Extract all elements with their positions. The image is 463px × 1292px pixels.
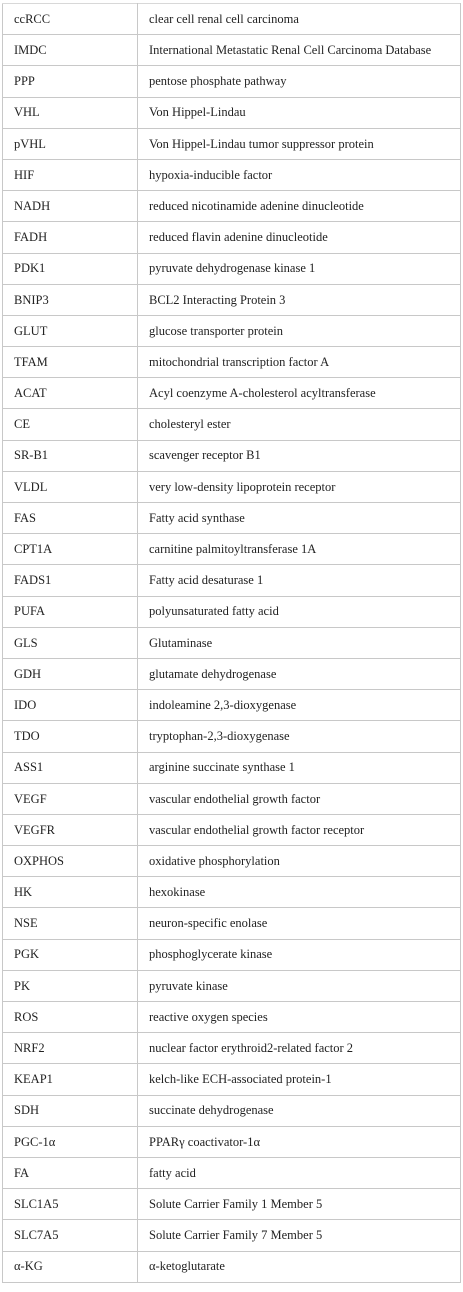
abbreviation-cell: HIF bbox=[3, 159, 138, 190]
abbreviation-cell: HK bbox=[3, 877, 138, 908]
abbreviation-cell: TDO bbox=[3, 721, 138, 752]
definition-cell: Von Hippel-Lindau bbox=[138, 97, 461, 128]
table-row bbox=[3, 378, 461, 409]
abbreviation-cell: VEGF bbox=[3, 783, 138, 814]
abbreviation-cell: IDO bbox=[3, 690, 138, 721]
table-row bbox=[3, 471, 461, 502]
table-row bbox=[3, 440, 461, 471]
definition-cell: indoleamine 2,3-dioxygenase bbox=[138, 690, 461, 721]
definition-cell: International Metastatic Renal Cell Carcinoma Database bbox=[138, 35, 461, 66]
abbreviation-cell: PGC-1α bbox=[3, 1126, 138, 1157]
definition-cell: reduced nicotinamide adenine dinucleotide bbox=[138, 191, 461, 222]
abbreviation-cell: PPP bbox=[3, 66, 138, 97]
abbreviation-table bbox=[2, 3, 461, 1283]
definition-cell: tryptophan-2,3-dioxygenase bbox=[138, 721, 461, 752]
table-row bbox=[3, 253, 461, 284]
abbreviation-cell: pVHL bbox=[3, 128, 138, 159]
abbreviation-cell: GLS bbox=[3, 627, 138, 658]
definition-cell: scavenger receptor B1 bbox=[138, 440, 461, 471]
table-row bbox=[3, 970, 461, 1001]
abbreviation-cell: NRF2 bbox=[3, 1033, 138, 1064]
definition-cell: pyruvate dehydrogenase kinase 1 bbox=[138, 253, 461, 284]
definition-cell: glucose transporter protein bbox=[138, 315, 461, 346]
abbreviation-table-body bbox=[3, 4, 461, 1283]
table-row bbox=[3, 35, 461, 66]
abbreviation-cell: FADH bbox=[3, 222, 138, 253]
abbreviation-cell: GLUT bbox=[3, 315, 138, 346]
abbreviation-cell: FA bbox=[3, 1157, 138, 1188]
table-row bbox=[3, 315, 461, 346]
definition-cell: mitochondrial transcription factor A bbox=[138, 347, 461, 378]
abbreviation-cell: ccRCC bbox=[3, 4, 138, 35]
abbreviation-cell: α-KG bbox=[3, 1251, 138, 1282]
definition-cell: succinate dehydrogenase bbox=[138, 1095, 461, 1126]
definition-cell: cholesteryl ester bbox=[138, 409, 461, 440]
table-row bbox=[3, 409, 461, 440]
definition-cell: clear cell renal cell carcinoma bbox=[138, 4, 461, 35]
abbreviation-cell: NADH bbox=[3, 191, 138, 222]
table-row bbox=[3, 1220, 461, 1251]
table-row bbox=[3, 690, 461, 721]
table-row bbox=[3, 1251, 461, 1282]
table-row bbox=[3, 4, 461, 35]
table-row bbox=[3, 284, 461, 315]
table-row bbox=[3, 752, 461, 783]
definition-cell: Solute Carrier Family 7 Member 5 bbox=[138, 1220, 461, 1251]
abbreviation-cell: ROS bbox=[3, 1002, 138, 1033]
table-row bbox=[3, 159, 461, 190]
abbreviation-cell: ASS1 bbox=[3, 752, 138, 783]
table-row bbox=[3, 66, 461, 97]
definition-cell: neuron-specific enolase bbox=[138, 908, 461, 939]
abbreviation-cell: FADS1 bbox=[3, 565, 138, 596]
table-row bbox=[3, 939, 461, 970]
abbreviation-cell: SLC1A5 bbox=[3, 1189, 138, 1220]
definition-cell: polyunsaturated fatty acid bbox=[138, 596, 461, 627]
definition-cell: Acyl coenzyme A-cholesterol acyltransferase bbox=[138, 378, 461, 409]
table-row bbox=[3, 1033, 461, 1064]
table-row bbox=[3, 814, 461, 845]
table-row bbox=[3, 846, 461, 877]
abbreviation-cell: GDH bbox=[3, 658, 138, 689]
abbreviation-cell: KEAP1 bbox=[3, 1064, 138, 1095]
abbreviation-cell: SDH bbox=[3, 1095, 138, 1126]
table-row bbox=[3, 1002, 461, 1033]
definition-cell: arginine succinate synthase 1 bbox=[138, 752, 461, 783]
table-row bbox=[3, 1126, 461, 1157]
definition-cell: nuclear factor erythroid2-related factor 2 bbox=[138, 1033, 461, 1064]
table-row bbox=[3, 627, 461, 658]
abbreviation-cell: SLC7A5 bbox=[3, 1220, 138, 1251]
abbreviation-cell: PK bbox=[3, 970, 138, 1001]
table-row bbox=[3, 877, 461, 908]
abbreviation-cell: TFAM bbox=[3, 347, 138, 378]
abbreviation-cell: NSE bbox=[3, 908, 138, 939]
definition-cell: kelch-like ECH-associated protein-1 bbox=[138, 1064, 461, 1095]
definition-cell: oxidative phosphorylation bbox=[138, 846, 461, 877]
abbreviation-cell: SR-B1 bbox=[3, 440, 138, 471]
table-row bbox=[3, 1189, 461, 1220]
definition-cell: phosphoglycerate kinase bbox=[138, 939, 461, 970]
table-row bbox=[3, 191, 461, 222]
abbreviation-cell: CPT1A bbox=[3, 534, 138, 565]
table-row bbox=[3, 1095, 461, 1126]
definition-cell: pentose phosphate pathway bbox=[138, 66, 461, 97]
abbreviation-cell: VLDL bbox=[3, 471, 138, 502]
definition-cell: BCL2 Interacting Protein 3 bbox=[138, 284, 461, 315]
definition-cell: Glutaminase bbox=[138, 627, 461, 658]
definition-cell: very low-density lipoprotein receptor bbox=[138, 471, 461, 502]
definition-cell: hexokinase bbox=[138, 877, 461, 908]
definition-cell: glutamate dehydrogenase bbox=[138, 658, 461, 689]
abbreviation-cell: PGK bbox=[3, 939, 138, 970]
table-row bbox=[3, 721, 461, 752]
abbreviation-cell: PUFA bbox=[3, 596, 138, 627]
definition-cell: α-ketoglutarate bbox=[138, 1251, 461, 1282]
abbreviation-cell: VEGFR bbox=[3, 814, 138, 845]
table-row bbox=[3, 128, 461, 159]
table-row bbox=[3, 503, 461, 534]
table-row bbox=[3, 908, 461, 939]
definition-cell: pyruvate kinase bbox=[138, 970, 461, 1001]
definition-cell: reactive oxygen species bbox=[138, 1002, 461, 1033]
abbreviation-cell: CE bbox=[3, 409, 138, 440]
abbreviation-cell: IMDC bbox=[3, 35, 138, 66]
definition-cell: Solute Carrier Family 1 Member 5 bbox=[138, 1189, 461, 1220]
abbreviation-cell: PDK1 bbox=[3, 253, 138, 284]
abbreviation-cell: ACAT bbox=[3, 378, 138, 409]
definition-cell: vascular endothelial growth factor bbox=[138, 783, 461, 814]
table-row bbox=[3, 565, 461, 596]
definition-cell: Fatty acid desaturase 1 bbox=[138, 565, 461, 596]
definition-cell: reduced flavin adenine dinucleotide bbox=[138, 222, 461, 253]
table-row bbox=[3, 783, 461, 814]
abbreviation-cell: VHL bbox=[3, 97, 138, 128]
definition-cell: PPARγ coactivator-1α bbox=[138, 1126, 461, 1157]
definition-cell: carnitine palmitoyltransferase 1A bbox=[138, 534, 461, 565]
abbreviation-cell: OXPHOS bbox=[3, 846, 138, 877]
definition-cell: vascular endothelial growth factor receptor bbox=[138, 814, 461, 845]
abbreviation-cell: BNIP3 bbox=[3, 284, 138, 315]
table-row bbox=[3, 97, 461, 128]
definition-cell: Von Hippel-Lindau tumor suppressor protein bbox=[138, 128, 461, 159]
definition-cell: hypoxia-inducible factor bbox=[138, 159, 461, 190]
table-row bbox=[3, 347, 461, 378]
table-row bbox=[3, 1064, 461, 1095]
table-row bbox=[3, 222, 461, 253]
definition-cell: Fatty acid synthase bbox=[138, 503, 461, 534]
table-row bbox=[3, 596, 461, 627]
table-row bbox=[3, 1157, 461, 1188]
table-row bbox=[3, 658, 461, 689]
abbreviation-cell: FAS bbox=[3, 503, 138, 534]
definition-cell: fatty acid bbox=[138, 1157, 461, 1188]
table-row bbox=[3, 534, 461, 565]
